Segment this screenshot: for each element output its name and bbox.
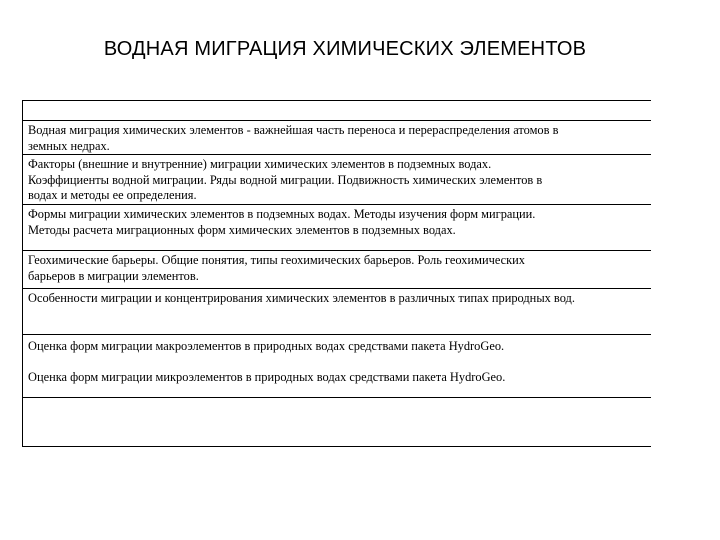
table-row xyxy=(23,397,651,447)
table-row xyxy=(23,288,651,335)
table-cell: Факторы (внешние и внутренние) миграции химических элементов в подземных водах. Коэффициенты водной миграции. Ряды водной миграции. Подвижность химических элементов в водах и методы ее определения. xyxy=(28,157,543,202)
table-cell: Формы миграции химических элементов в подземных водах. Методы изучения форм миграции. Методы расчета миграционных форм химических элементов в подземных водах. xyxy=(28,207,536,237)
table-row xyxy=(23,334,651,398)
table-cell: Водная миграция химических элементов - важнейшая часть переноса и перераспределения атомов в земных недрах. xyxy=(28,123,559,153)
table-cell xyxy=(23,398,651,400)
table-cell: Особенности миграции и концентрирования химических элементов в различных типах природных вод. xyxy=(28,291,575,305)
topics-table xyxy=(22,100,651,447)
table-cell: Геохимические барьеры. Общие понятия, типы геохимических барьеров. Роль геохимических барьеров в миграции элементов. xyxy=(28,253,525,283)
table-row xyxy=(23,100,651,121)
table-row xyxy=(23,250,651,289)
table-row xyxy=(23,204,651,251)
table-row xyxy=(23,120,651,155)
table-cell: Оценка форм миграции макроэлементов в природных водах средствами пакета HydroGeo. Оценка форм миграции микроэлементов в природных водах средствами пакета HydroGeo. xyxy=(28,339,506,384)
table-row xyxy=(23,154,651,205)
page-title: ВОДНАЯ МИГРАЦИЯ ХИМИЧЕСКИХ ЭЛЕМЕНТОВ xyxy=(103,38,587,60)
table-cell xyxy=(23,101,651,103)
